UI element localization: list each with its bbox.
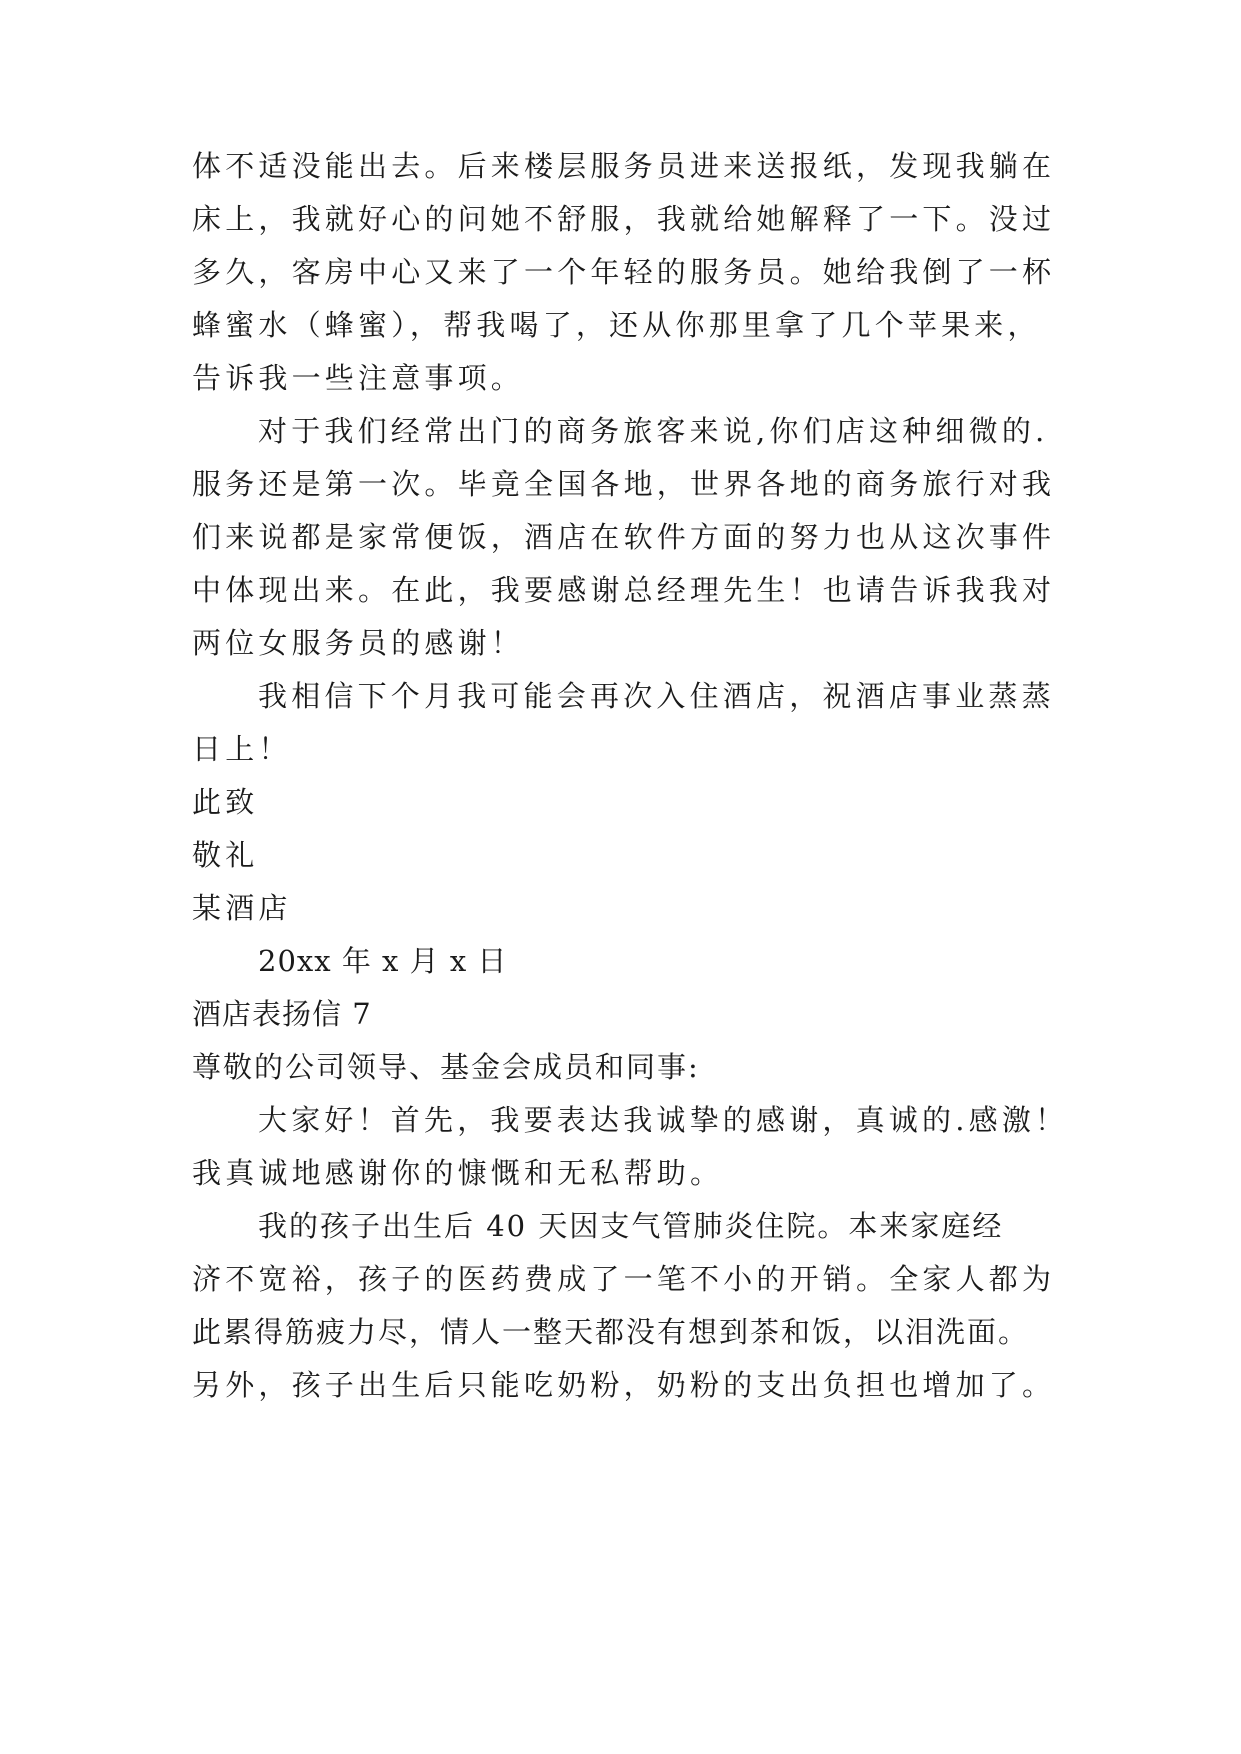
closing-salutation: 此致 bbox=[192, 785, 259, 819]
text-line: 我真诚地感谢你的慷慨和无私帮助。 bbox=[192, 1156, 724, 1190]
text-line: 两位女服务员的感谢！ bbox=[192, 626, 525, 660]
paragraph-start-line: 对于我们经常出门的商务旅客来说,你们店这种细微的. bbox=[258, 414, 1049, 448]
text-line: 此累得筋疲力尽，情人一整天都没有想到茶和饭，以泪洗面。 bbox=[192, 1315, 1030, 1349]
signature-name: 某酒店 bbox=[192, 891, 292, 925]
text-line: 床上，我就好心的问她不舒服，我就给她解释了一下。没过 bbox=[192, 202, 1056, 236]
text-line: 日上！ bbox=[192, 732, 292, 766]
paragraph-start-line: 我相信下个月我可能会再次入住酒店，祝酒店事业蒸蒸 bbox=[258, 679, 1055, 713]
text-line: 们来说都是家常便饭，酒店在软件方面的努力也从这次事件 bbox=[192, 520, 1056, 554]
closing-regards: 敬礼 bbox=[192, 838, 259, 872]
paragraph-start-line: 大家好！首先，我要表达我诚挚的感谢，真诚的.感激！ bbox=[258, 1103, 1069, 1137]
text-line: 告诉我一些注意事项。 bbox=[192, 361, 525, 395]
signature-date: 20xx 年 x 月 x 日 bbox=[258, 944, 508, 978]
section-heading: 酒店表扬信 7 bbox=[192, 997, 372, 1031]
text-line: 蜂蜜水（蜂蜜），帮我喝了，还从你那里拿了几个苹果来， bbox=[192, 308, 1041, 342]
letter-greeting: 尊敬的公司领导、基金会成员和同事: bbox=[192, 1050, 700, 1084]
text-line: 济不宽裕，孩子的医药费成了一笔不小的开销。全家人都为 bbox=[192, 1262, 1056, 1296]
text-line: 中体现出来。在此，我要感谢总经理先生！也请告诉我我对 bbox=[192, 573, 1056, 607]
text-line: 另外，孩子出生后只能吃奶粉，奶粉的支出负担也增加了。 bbox=[192, 1368, 1056, 1402]
text-line: 多久，客房中心又来了一个年轻的服务员。她给我倒了一杯 bbox=[192, 255, 1056, 289]
text-line: 体不适没能出去。后来楼层服务员进来送报纸，发现我躺在 bbox=[192, 149, 1056, 183]
paragraph-start-line: 我的孩子出生后 40 天因支气管肺炎住院。本来家庭经 bbox=[258, 1209, 1004, 1243]
text-line: 服务还是第一次。毕竟全国各地，世界各地的商务旅行对我 bbox=[192, 467, 1056, 501]
